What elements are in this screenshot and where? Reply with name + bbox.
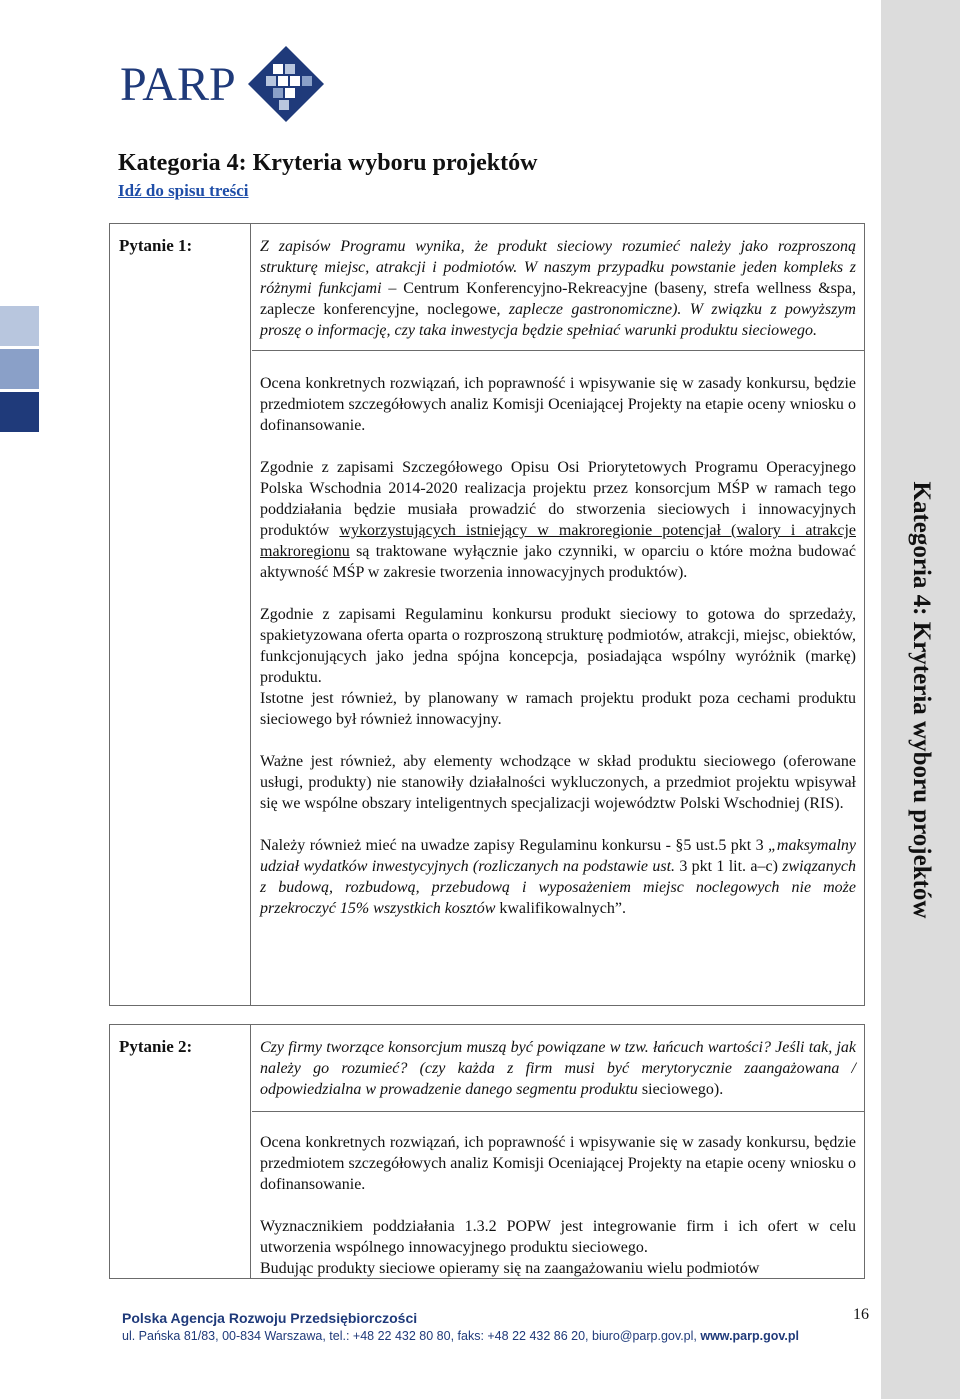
question-2-italic: Czy firmy tworzące konsorcjum muszą być powiązane w tzw. łańcuch wartości? Jeśli tak, jak należy go rozumieć? (czy każda z firm musi być merytorycznie zaangażowana / odpowiedzialna w prowadzenie danego segmentu produktu (260, 1039, 856, 1098)
answer-2-paragraph-3: Budując produkty sieciowe opieramy się na zaangażowaniu wielu podmiotów (260, 1260, 760, 1277)
footer-address (122, 1329, 799, 1343)
sidebar-title-text: Kategoria 4: Kryteria wyboru projektów (907, 481, 935, 919)
answer-1-p6-mid: 3 pkt 1 lit. a–c) (675, 858, 783, 875)
sidebar-title (881, 0, 960, 1399)
question-2-label: Pytanie 2: (119, 1037, 193, 1056)
answer-1-paragraph-1: Ocena konkretnych rozwiązań, ich poprawność i wpisywanie się w zasady konkursu, będzie przedmiotem szczegółowych analiz Komisji Oceniającej Projekty na etapie oceny wniosku o dofinansowanie. (260, 375, 856, 434)
question-2-table (109, 1024, 865, 1279)
toc-link[interactable]: Idź do spisu treści (118, 181, 249, 200)
question-1-text (260, 236, 856, 341)
question-1-part-a: Z zapisów Programu wynika, że produkt sieciowy rozumieć należy jako rozproszoną strukturę miejsc, atrakcji i podmiotów. W naszym przypadku powstanie jeden kompleks z różnymi funkcjami – (260, 238, 856, 297)
answer-1-p6-italic-2: związanych z budową, rozbudową, przebudową i wyposażeniem miejsc noclegowych nie może przekroczyć 15% wszystkich kosztów (260, 858, 857, 917)
answer-2-paragraph-1: Ocena konkretnych rozwiązań, ich poprawność i wpisywanie się w zasady konkursu, będzie przedmiotem szczegółowych analiz Komisji Oceniającej Projekty na etapie oceny wniosku o dofinansowanie. (260, 1134, 856, 1193)
question-1-answer (252, 351, 864, 919)
question-1-part-c: zaplecze gastronomiczne). W związku z powyższym proszę o informację, czy taka inwestycja będzie spełniać warunki produktu sieciowego. (260, 301, 856, 339)
answer-1-p6-end: kwalifikowalnych”. (495, 900, 626, 917)
deco-square-light (0, 306, 39, 346)
question-1-body (252, 224, 864, 919)
page-title: Kategoria 4: Kryteria wyboru projektów (118, 150, 538, 176)
deco-square-mid (0, 349, 39, 389)
parp-logo (120, 44, 326, 124)
question-1-label: Pytanie 1: (119, 236, 193, 255)
question-2-answer (252, 1112, 864, 1279)
footer-website[interactable]: www.parp.gov.pl (700, 1329, 799, 1343)
question-1-part-b: Centrum Konferencyjno-Rekreacyjne (baseny, strefa wellness &spa, zaplecze konferencyjne, noclegowe, (260, 280, 857, 318)
answer-1-p6-italic-1: „maksymalny udział wydatków inwestycyjnych (rozliczanych na podstawie ust. (260, 837, 856, 875)
answer-1-p6-start: Należy również mieć na uwadze zapisy Regulaminu konkursu - §5 ust.5 pkt 3 (260, 837, 769, 854)
question-2-end: sieciowego). (641, 1081, 724, 1098)
answer-1-p2-end: są traktowane wyłącznie jako czynniki, w oparciu o które można budować aktywność MŚP w zakresie tworzenia innowacyjnych produktów). (260, 543, 856, 581)
answer-1-paragraph-6 (260, 835, 856, 919)
question-2-text (260, 1037, 856, 1100)
question-1-label-cell (110, 224, 251, 1005)
answer-2-paragraph-2: Wyznacznikiem poddziałania 1.3.2 POPW jest integrowanie firm i ich ofert w celu utworzenia wspólnego innowacyjnego produktu sieciowego. (260, 1218, 856, 1256)
answer-1-paragraph-3: Zgodnie z zapisami Regulaminu konkursu produkt sieciowy to gotowa do sprzedaży, spakietyzowana oferta oparta o rozproszoną strukturę podmiotów, atrakcji, miejsc, obiektów, funkcjonujących jako jedna spójna koncepcja, posiadająca wspólny wyróżnik (markę) produktu. (260, 606, 856, 686)
question-1-text-cell (252, 224, 864, 351)
answer-1-p2-start: Zgodnie z zapisami Szczegółowego Opisu Osi Priorytetowych Programu Operacyjnego Polska Wschodnia 2014-2020 realizacja projektu przez konsorcjum MŚP w ramach tego poddziałania będzie musiała prowadzić do stworzenia sieciowych i innowacyjnych produktów (260, 459, 856, 539)
answer-1-p2-underlined: wykorzystujących istniejący w makroregionie potencjał (walory i atrakcje makroregionu (260, 522, 856, 560)
question-2-label-cell (110, 1025, 251, 1278)
logo-diamond-icon (246, 44, 326, 124)
question-2-text-cell (252, 1025, 864, 1112)
footer-address-text: ul. Pańska 81/83, 00-834 Warszawa, tel.: +48 22 432 80 80, faks: +48 22 432 86 20, biuro@parp.gov.pl, (122, 1329, 701, 1343)
deco-square-dark (0, 392, 39, 432)
answer-1-paragraph-4: Istotne jest również, by planowany w ramach projektu produkt poza cechami produktu sieciowego był również innowacyjny. (260, 690, 856, 728)
footer-organization: Polska Agencja Rozwoju Przedsiębiorczości (122, 1310, 418, 1326)
answer-1-paragraph-5: Ważne jest również, aby elementy wchodzące w skład produktu sieciowego (oferowane usługi, produkty) nie stanowiły działalności wykluczonych, a przedmiot projektu wpisywał się we wspólne obszary inteligentnych specjalizacji województw Polski Wschodniej (RIS). (260, 753, 856, 812)
page-number: 16 (853, 1306, 869, 1323)
question-2-body (252, 1025, 864, 1279)
logo-text: PARP (120, 58, 236, 111)
question-1-table (109, 223, 865, 1006)
answer-1-paragraph-2 (260, 457, 856, 583)
